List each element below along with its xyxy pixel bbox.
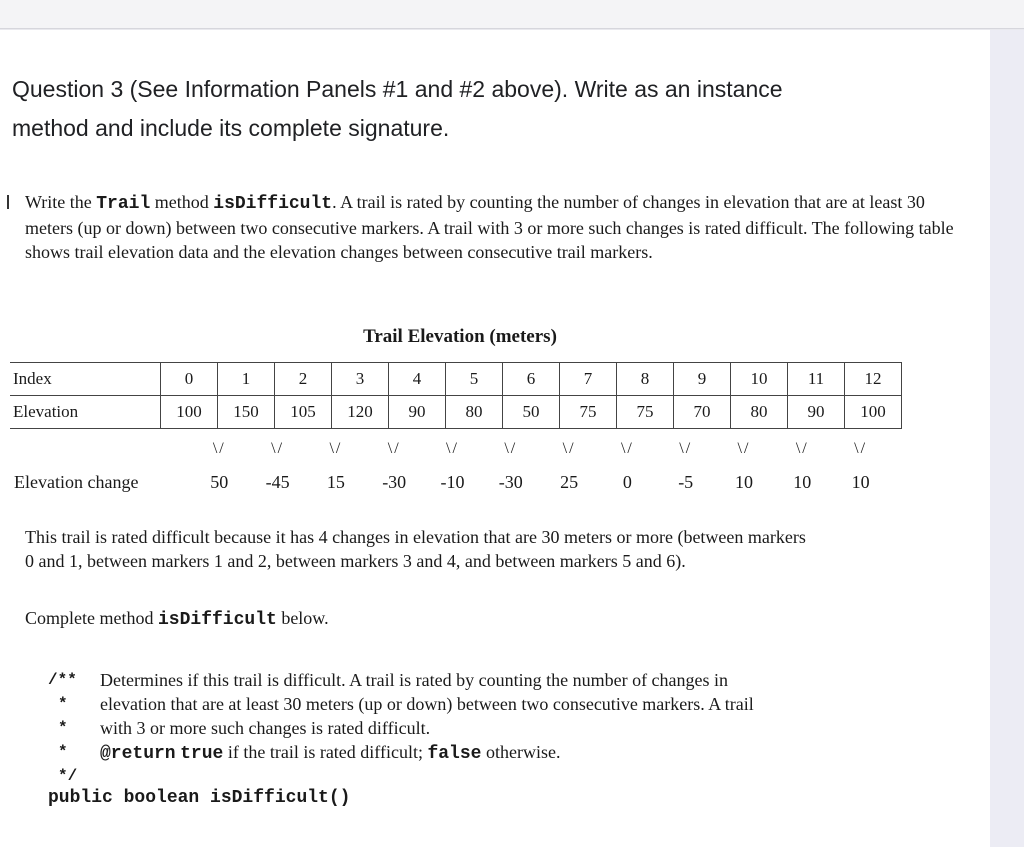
index-row-label: Index [10,363,161,396]
change-arrow: \/ [620,440,634,457]
index-cell: 9 [674,363,731,396]
table-caption: Trail Elevation (meters) [363,326,557,347]
problem-prompt [25,190,955,264]
index-cell: 6 [503,363,560,396]
browser-top-bar [0,0,1024,29]
prompt-text-1: Write the [25,192,97,212]
elevation-row-label: Elevation [10,396,161,429]
true-keyword: true [180,744,224,764]
elevation-change-value: -10 [440,472,465,492]
change-arrow: \/ [446,440,459,457]
javadoc-line-1: Determines if this trail is difficult. A trail is rated by counting the number of changes in [100,670,729,690]
index-cell: 2 [275,363,332,396]
change-arrow: \/ [795,440,809,457]
question-title [12,70,892,148]
elevation-change-value: 10 [851,472,870,492]
elevation-table [10,362,902,429]
index-cell: 4 [389,363,446,396]
complete-instruction [25,608,329,630]
javadoc-line-3: with 3 or more such changes is rated difficult. [100,718,431,738]
elevation-change-value: 10 [735,472,753,492]
index-cell: 7 [560,363,617,396]
elevation-cell: 80 [446,396,503,429]
elevation-cell: 150 [218,396,275,429]
prompt-text-3: . A trail is rated by counting the number of changes in elevation that are at least 30 meters (up or down) between two consecutive markers. A trail with 3 or more such changes is rated difficult. The following table shows trail elevation data and the elevation changes between consecutive trail markers. [25,192,954,262]
javadoc-close: */ [58,767,78,785]
index-row [10,363,902,396]
elevation-cell: 100 [845,396,902,429]
right-gutter [990,30,1024,847]
index-cell: 0 [161,363,218,396]
change-arrow: \/ [737,440,751,457]
arrow-row [0,440,1000,462]
elevation-cell: 80 [731,396,788,429]
change-arrow: \/ [562,440,576,457]
elevation-change-value: 10 [793,472,812,492]
change-arrow: \/ [271,440,285,457]
javadoc-star: * [58,743,68,761]
false-keyword: false [427,744,482,764]
change-arrow: \/ [854,440,868,457]
prompt-code-trail: Trail [96,194,151,214]
elevation-cell: 90 [389,396,446,429]
elevation-change-value: 15 [326,472,345,492]
change-arrow: \/ [329,440,343,457]
index-cell: 8 [617,363,674,396]
elevation-cell: 70 [674,396,731,429]
text-cursor [7,195,9,209]
index-cell: 5 [446,363,503,396]
elevation-change-value: -30 [382,472,407,492]
index-cell: 10 [731,363,788,396]
javadoc-star: * [58,719,68,737]
elevation-cell: 75 [617,396,674,429]
elevation-change-value: -5 [678,472,694,492]
complete-code: isDifficult [157,610,277,630]
elevation-change-value: -30 [498,472,523,492]
return-tag: @return [100,744,176,764]
elevation-cell: 90 [788,396,845,429]
javadoc-star: * [58,695,68,713]
elevation-cell: 120 [332,396,389,429]
elevation-change-value: 0 [622,472,632,492]
explanation-line-2: 0 and 1, between markers 1 and 2, between markers 3 and 4, and between markers 5 and 6). [25,551,686,571]
index-cell: 12 [845,363,902,396]
explanation-line-1: This trail is rated difficult because it has 4 changes in elevation that are 30 meters or more (between markers [25,527,806,547]
method-signature: public boolean isDifficult() [48,788,351,808]
elevation-change-label: Elevation change [14,472,139,492]
change-arrow: \/ [679,440,693,457]
prompt-text-2: method [150,192,214,212]
question-line-2: method and include its complete signature. [12,115,450,141]
complete-tail: below. [276,608,329,628]
javadoc-line-2: elevation that are at least 30 meters (up or down) between two consecutive markers. A trail [100,694,754,714]
elevation-change-value: 25 [560,472,579,492]
question-line-1: Question 3 (See Information Panels #1 and #2 above). Write as an instance [12,76,783,102]
complete-text: Complete method [25,608,158,628]
javadoc-return-line [100,740,560,766]
index-cell: 11 [788,363,845,396]
change-arrow: \/ [387,440,401,457]
prompt-code-method: isDifficult [213,194,333,214]
elevation-cell: 105 [275,396,332,429]
explanation [25,525,965,573]
elevation-cell: 50 [503,396,560,429]
change-arrow: \/ [212,440,226,457]
elevation-change-row [0,472,1000,498]
index-cell: 1 [218,363,275,396]
index-cell: 3 [332,363,389,396]
return-tail: otherwise. [481,742,561,762]
elevation-cell: 75 [560,396,617,429]
elevation-cell: 100 [161,396,218,429]
elevation-change-value: -45 [265,472,290,492]
elevation-row [10,396,902,429]
elevation-change-value: 50 [210,472,229,492]
javadoc-open: /** [48,671,77,689]
change-arrow: \/ [504,440,518,457]
return-mid: if the trail is rated difficult; [223,742,428,762]
